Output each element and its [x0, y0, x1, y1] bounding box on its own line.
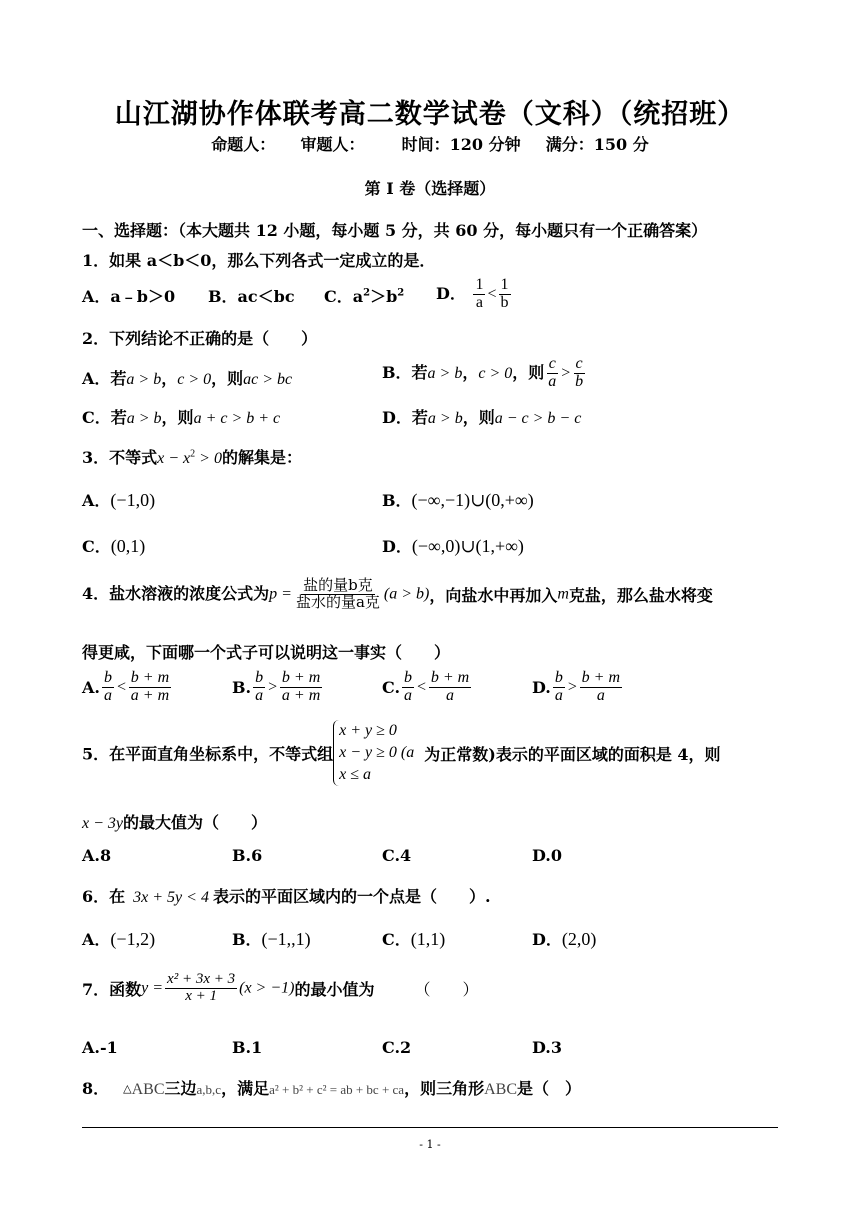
reviewer-label: 审题人：	[300, 135, 365, 154]
q6-stem: 6．在 3x + 5y < 4 表示的平面区域内的一个点是（ ）.	[82, 887, 491, 906]
q4-option-b: B. $\frac{b}{a}$ > $\frac{b + m}{a + m}$	[232, 669, 321, 704]
q1-option-a: A．a﹣b＞0	[82, 287, 176, 306]
q4-option-d: D. $\frac{b}{a}$ > $\frac{b + m}{a}$	[532, 669, 621, 704]
q8-stem: 8． △ABC三边a,b,c，满足a² + b² + c² = ab + bc + ca，则三角形ABC是（ ）	[82, 1079, 582, 1098]
q1-option-c: C．$a^2>b^2$	[324, 287, 405, 306]
q7-option-b: B.1	[232, 1038, 263, 1057]
page-number: - 1 -	[419, 1138, 441, 1151]
triangle-icon: △	[123, 1083, 132, 1095]
q3-option-d: D．(−∞,0)∪(1,+∞)	[382, 536, 524, 556]
q5-option-c: C.4	[382, 846, 412, 865]
q4-stem-line2: 得更咸，下面哪一个式子可以说明这一事实（ ）	[82, 643, 451, 662]
q2-option-d: D．若a > b，则a − c > b − c	[382, 408, 582, 427]
q7-option-a: A.-1	[82, 1038, 118, 1057]
q1-option-d: D． $\frac{1}{a}$ < $\frac{1}{b}$	[436, 276, 509, 311]
q6-option-a: A．(−1,2)	[82, 929, 156, 949]
q2-stem: 2．下列结论不正确的是（ ）	[82, 329, 318, 348]
time-label: 时间：120 分钟	[401, 135, 521, 154]
q4-option-a: A. $\frac{b}{a}$ < $\frac{b + m}{a + m}$	[82, 669, 170, 704]
q1-stem: 1．如果 a＜b＜0，那么下列各式一定成立的是．	[82, 251, 436, 270]
volume-title: 第 I 卷（选择题）	[364, 179, 496, 198]
q1-option-b: B．ac＜bc	[208, 287, 295, 306]
q4-option-c: C. $\frac{b}{a}$ < $\frac{b + m}{a}$	[382, 669, 470, 704]
q5-stem-line1: 5．在平面直角坐标系中，不等式组 x + y ≥ 0 x − y ≥ 0 (a x ≤ a 为正常数)表示的平面区域的面积是 4，则	[82, 720, 721, 786]
q5-stem-line2: x − 3y的最大值为（ ）	[82, 813, 268, 832]
q5-option-d: D.0	[532, 846, 563, 865]
q7-option-c: C.2	[382, 1038, 412, 1057]
q2-option-a: A．若a > b，c > 0，则ac > bc	[82, 369, 293, 388]
score-label: 满分：150 分	[545, 135, 649, 154]
q3-option-b: B．(−∞,−1)∪(0,+∞)	[382, 490, 534, 510]
q6-option-c: C．(1,1)	[382, 929, 446, 949]
q2-option-c: C．若a > b，则a + c > b + c	[82, 408, 281, 427]
q7-stem: 7．函数y = $\frac{\text{x² + 3x + 3}}{x + 1}$ (x > −1)的最小值为 （ ）	[82, 971, 479, 1004]
q6-option-d: D．(2,0)	[532, 929, 597, 949]
q2-option-b: B．若a > b，c > 0，则 $\frac{c}{a}$ > $\frac{c}{b}$	[382, 355, 584, 390]
inequality-system: x + y ≥ 0 x − y ≥ 0 (a x ≤ a	[333, 720, 414, 786]
q3-stem: 3．不等式$x - x^2 > 0$的解集是：	[82, 448, 302, 467]
q3-option-c: C．(0,1)	[82, 536, 146, 556]
exam-title: 山江湖协作体联考高二数学试卷（文科）（统招班）	[114, 99, 746, 130]
q6-option-b: B．(−1,,1)	[232, 929, 311, 949]
q5-option-a: A.8	[82, 846, 112, 865]
q3-option-a: A．(−1,0)	[82, 490, 156, 510]
author-label: 命题人：	[211, 135, 276, 154]
q4-stem-line1: 4．盐水溶液的浓度公式为p = $\frac{\text{盐的量b克}}{\text{盐水的量a克}}$ (a > b)，向盐水中再加入m克盐，那么盐水将变	[82, 576, 713, 611]
exam-subtitle	[0, 132, 860, 155]
footer-divider	[82, 1127, 778, 1128]
section-heading: 一、选择题：（本大题共 12 小题，每小题 5 分，共 60 分，每小题只有一个正确答案）	[82, 221, 708, 240]
q5-option-b: B.6	[232, 846, 263, 865]
q7-option-d: D.3	[532, 1038, 563, 1057]
